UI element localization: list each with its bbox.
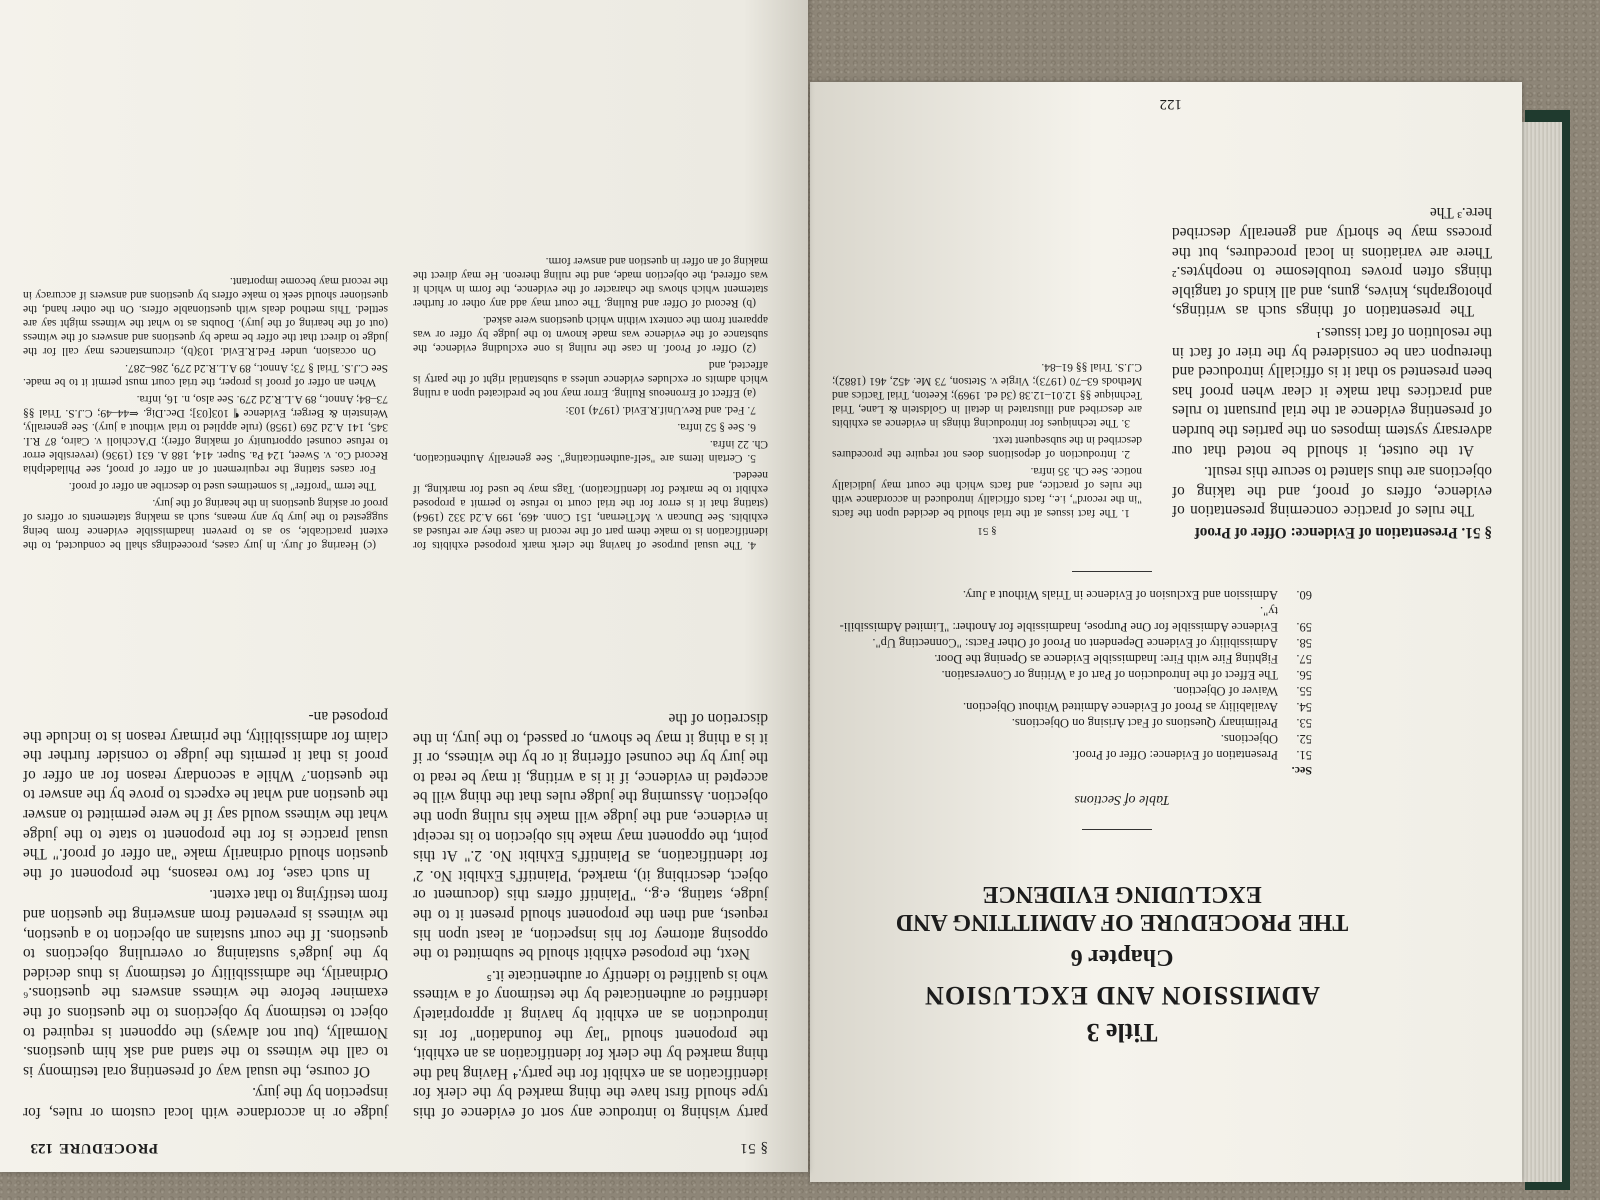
footnote: The term "proffer" is sometimes used to describe an offer of proof.	[68, 480, 376, 492]
toc-entry-number: 53.	[1296, 716, 1312, 730]
toc-entry-number: 57.	[1296, 652, 1312, 666]
toc-entry-title: Presentation of Evidence: Offer of Proof.	[1072, 748, 1278, 762]
toc-entry-number: 60.	[1296, 588, 1312, 602]
footnote: (a) Effect of Erroneous Ruling. Error may not be predicated upon a ruling which admits or excludes evidence unless a substantial right of the party is affected, and	[413, 359, 768, 399]
toc-sec-label: Sec.	[1291, 764, 1312, 778]
page-122	[810, 82, 1522, 1182]
toc-entry-title: Fighting Fire with Fire: Inadmissible Evidence as Opening the Door.	[934, 652, 1278, 666]
footnote: 5. Certain items are "self-authenticating". See generally Authentication, Ch. 22 infra.	[413, 438, 768, 464]
toc-entry-title: Admissibility of Evidence Dependent on Proof of Other Facts: "Connecting Up".	[872, 636, 1278, 650]
body-paragraph: The presentation of things such as writings, photographs, knives, guns, and all kinds of tangible things often proves troublesome to neophytes.² There are variations in local procedures, but the process may be shortly and generally described here.³ The	[1172, 204, 1492, 320]
page-number: 122	[1159, 96, 1182, 112]
toc-entry-title: Availability as Proof of Evidence Admitted Without Objection.	[963, 700, 1278, 714]
toc-entry-title: Objections.	[1220, 732, 1278, 746]
toc-entry	[810, 587, 1312, 603]
toc-entry-number: 59.	[1296, 620, 1312, 634]
toc-entry-title: Evidence Admissible for One Purpose, Inadmissible for Another: "Limited Admissibili-	[839, 620, 1278, 634]
footnote: 4. The usual purpose of having the clerk mark proposed exhibits for identification is to make them part of the record in case they are refused as exhibits. See Duncan v. McTiernan, 151 Conn. 469, 199 A.2d 332 (1964) (stating that it is error for the trial court to refuse to permit a proposed exhibit to be marked for identification). Tags may be used for marking, if needed.	[413, 469, 768, 551]
toc-entry-number	[1278, 603, 1312, 619]
toc-entry-number: 51.	[1296, 748, 1312, 762]
chapter-title	[842, 880, 1402, 936]
left-body	[1172, 201, 1492, 542]
body-paragraph: The rules of practice concerning presentation of evidence, offers of proof, and the taking of objections are thus slanted to secure this result.	[1172, 463, 1492, 520]
section-heading: § 51. Presentation of Evidence: Offer of Proof	[1194, 524, 1492, 541]
footnote: (2) Offer of Proof. In case the ruling is one excluding evidence, the substance of the evidence was made known to the judge by offer or was apparent from the context within which questions were asked.	[413, 314, 768, 354]
footnote-section-mark: § 51	[977, 525, 997, 537]
page-edges	[1518, 122, 1562, 1182]
footnote: (b) Record of Offer and Ruling. The court may add any other or further statement which shows the character of the evidence, the form in which it was offered, the objection made, and the ruling thereon. He may direct the making of an offer in question and answer form.	[413, 255, 768, 309]
footnote: 1. The fact issues at the trial should be decided upon the facts "in the record", i.e., facts officially introduced in accordance with the rules of practice, and facts which the court may judicially notice. See Ch. 35 infra.	[832, 465, 1142, 519]
toc-entry	[810, 667, 1312, 683]
toc-entry-number: 56.	[1296, 668, 1312, 682]
toc-entry-number: 55.	[1296, 684, 1312, 698]
page-number: 123	[30, 1140, 53, 1156]
chapter-title-line2: EXCLUDING EVIDENCE	[982, 881, 1262, 907]
toc-entry	[810, 715, 1312, 731]
footnote: When an offer of proof is proper, the trial court must permit it to be made. See C.J.S. Trial § 73; Annot., 89 A.L.R.2d 279, 286–287.	[23, 362, 388, 388]
footnote: 3. The techniques for introducing things in evidence as exhibits are described and illustrated in detail in Goldstein & Lane, Trial Technique §§ 12.01–12.38 (3d ed. 1969); Keeton, Trial Tactics and Methods 63–70 (1973); Virgie v. Stetson, 73 Me. 452, 461 (1882); C.J.S. Trial §§ 61–84.	[832, 361, 1142, 429]
body-paragraph: party wishing to introduce any sort of evidence of this type should first have the thing marked by the clerk for identification as an exhibit for the party.⁴ Having had the thing marked by the clerk for identification as an exhibit, the proponent should "lay the foundation" for its introduction as an exhibit by having it appropriately identified or authenticated by the testimony of a witness who is qualified to identify or authenticate it.⁵	[413, 966, 768, 1121]
table-of-sections	[810, 587, 1312, 779]
toc-entry-number: 58.	[1296, 636, 1312, 650]
toc-entry	[810, 651, 1312, 667]
right-col-1-footnotes	[413, 251, 768, 552]
toc-entry-title: Admission and Exclusion of Evidence in Trials Without a Jury.	[962, 588, 1278, 602]
title-rule	[1082, 829, 1152, 830]
footnote: For cases stating the requirement of an offer of proof, see Philadelphia Record Co. v. Sweet, 124 Pa. Super. 414, 188 A. 631 (1936) (reversible error to refuse counsel opportunity of making offer); D'Acchioli v. Cairo, 87 R.I. 345, 141 A.2d 269 (1958) (rule applied to trial without a jury). See generally, Weinstein & Berger, Evidence ¶ 103[03]; Dec.Dig. ⇐44–49; C.J.S. Trial §§ 73–84; Annot., 89 A.L.R.2d 279. See also, n. 16, infra.	[23, 393, 388, 475]
right-col-1	[413, 707, 768, 1122]
toc-entry-title: Waiver of Objection.	[1173, 684, 1278, 698]
body-paragraph: In such case, for two reasons, the proponent of the question should ordinarily make "an offer of proof." The usual practice is for the proponent to state to the judge what the witness would say if he were permitted to answer the question and what he expects to prove by the answer to the question.⁷ While a secondary reason for an offer of proof is that it permits the judge to consider further the claim for admissibility, the primary reason is to include the proposed an-	[23, 708, 388, 882]
toc-entry-number: 54.	[1296, 700, 1312, 714]
toc-entry-number: 52.	[1296, 732, 1312, 746]
toc-entry	[810, 635, 1312, 651]
toc-entry	[810, 683, 1312, 699]
title-name: ADMISSION AND EXCLUSION	[924, 981, 1320, 1010]
chapter-label: Chapter 6	[1070, 944, 1174, 970]
left-footnotes	[832, 357, 1142, 542]
toc-entry-title: ty".	[1260, 604, 1278, 618]
body-paragraph: Of course, the usual way of presenting oral testimony is to call the witness to the stand and ask him questions. Normally, (but not always) the opponent is required to object to testimony by objections to the questions of the examiner before the witness answers the questions.⁶ Ordinarily, the admissibility of testimony is thus decided by the judge's sustaining or overruling objections to questions. If the court sustains an objection to a question, the witness is prevented from answering the question and from testifying to that extent.	[23, 886, 388, 1080]
toc-entry	[810, 619, 1312, 635]
footnote: 7. Fed. and Rev.Unif.R.Evid. (1974) 103:	[565, 404, 756, 416]
footnote: 2. Introduction of depositions does not require the procedures described in the subsequent text.	[832, 434, 1142, 460]
toc-entry	[810, 699, 1312, 715]
toc-entry	[810, 603, 1312, 619]
right-col-2	[23, 705, 388, 1122]
page-123	[0, 0, 808, 1172]
footnote: On occasion, under Fed.R.Evid. 103(b), circumstances may call for the judge to direct that the offer be made by questions and answers of the witness (out of the hearing of the jury). Doubts as to what the witness might say are settled. This method deals with questionable offers. On the other hand, the questioner should seek to make offers by questions and answers if accuracy in the record may become important.	[23, 275, 388, 357]
running-head-title: PROCEDURE	[58, 1140, 158, 1156]
footnote: (c) Hearing of Jury. In jury cases, proceedings shall be conducted, to the extent practicable, so as to prevent inadmissible evidence from being suggested to the jury by any means, such as making statements or offers of proof or asking questions in the hearing of the jury.	[23, 497, 388, 551]
body-paragraph: judge or in accordance with local custom or rules, for inspection by the jury.	[23, 1084, 388, 1121]
toc-entry	[810, 747, 1312, 763]
toc-entry	[810, 731, 1312, 747]
title-label: Title 3	[1086, 1018, 1158, 1047]
chapter-title-line1: THE PROCEDURE OF ADMITTING AND	[895, 909, 1349, 935]
toc-entry-title: The Effect of the Introduction of Part of a Writing or Conversation.	[941, 668, 1278, 682]
right-col-2-footnotes	[23, 271, 388, 552]
footnote: 6. See § 52 infra.	[677, 421, 756, 433]
toc-rule	[1072, 571, 1152, 572]
body-paragraph: Next, the proposed exhibit should be submitted to the opposing attorney for his inspection, at least upon his request, and then the proponent should present it to the judge, stating, e.g., "Plaintiff offers this (document or object, describing it), marked, 'Plaintiff's Exhibit No. 2' for identification, as Plaintiff's Exhibit No. 2." At this point, the opponent may make his objection to its receipt in evidence, and the judge will make his ruling upon the objection. Assuming the judge rules that the thing will be accepted in evidence, if it is a writing, it may be read to the jury by the counsel offering it or by the witness, or if it is a thing it may be shown, or passed, to the jury, in the discretion of the	[413, 710, 768, 963]
running-head-section: § 51	[739, 1140, 768, 1156]
toc-heading: Table of Sections	[1074, 792, 1170, 807]
body-paragraph: At the outset, it should be noted that our adversary system imposes on the parties the burden of presenting evidence at the trial pursuant to rules and practices that make it clear when proof has been presented so that it is officially introduced and thereupon can be considered by the trier of fact in the resolution of fact issues.¹	[1172, 324, 1492, 459]
toc-entry-title: Preliminary Questions of Fact Arising on Objections.	[1011, 716, 1278, 730]
